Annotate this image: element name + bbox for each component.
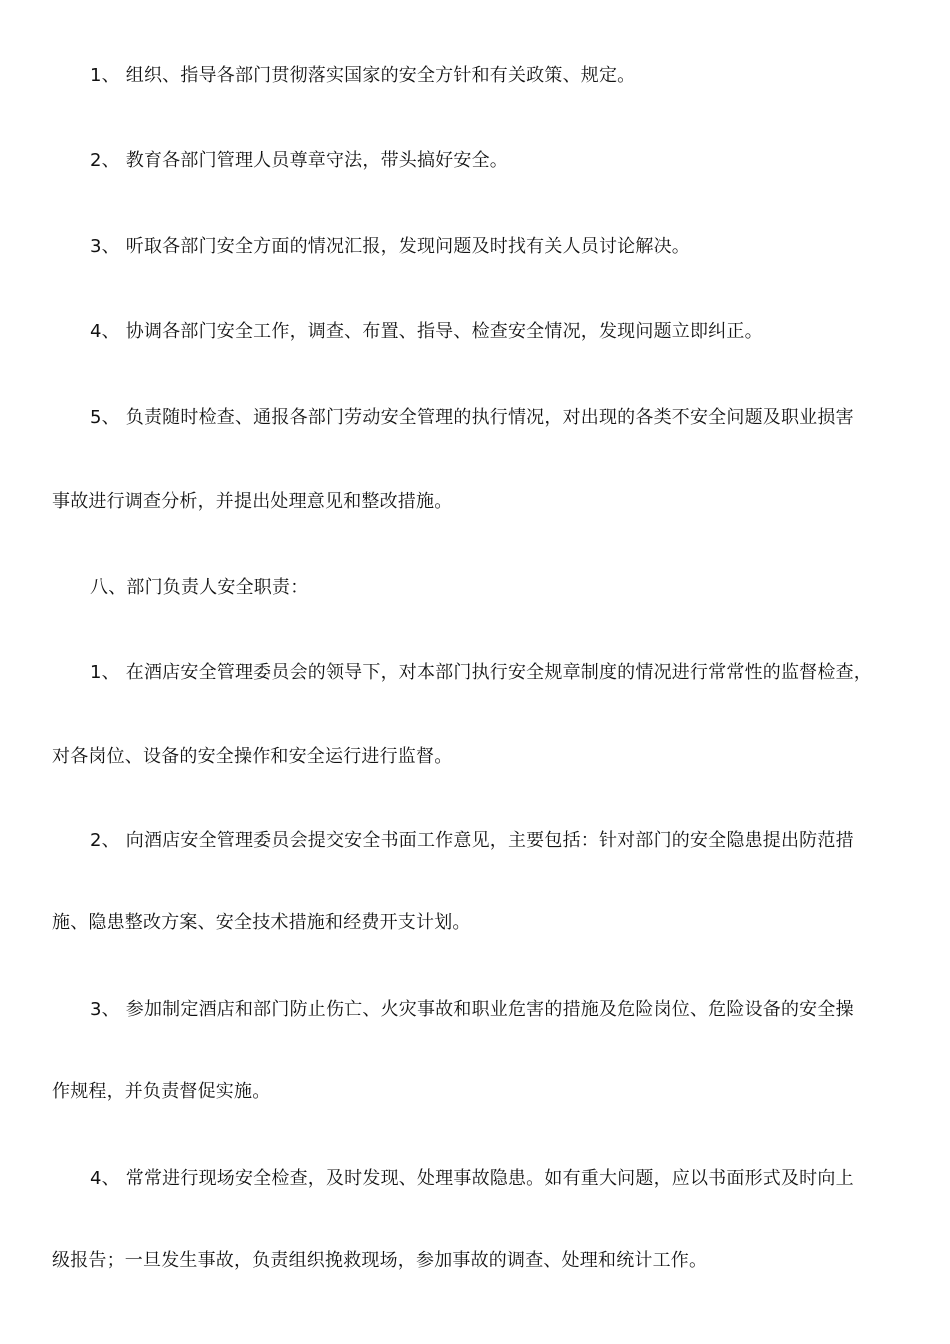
text-line: 级报告；一旦发生事故，负责组织挽救现场，参加事故的调查、处理和统计工作。	[52, 1250, 708, 1271]
text-line: 2、 教育各部门管理人员尊章守法，带头搞好安全。	[90, 150, 508, 171]
text-line: 4、 常常进行现场安全检查，及时发现、处理事故隐患。如有重大问题，应以书面形式及时向上	[90, 1168, 854, 1189]
text-line: 1、 在酒店安全管理委员会的领导下，对本部门执行安全规章制度的情况进行常常性的监督检查，	[90, 662, 872, 683]
text-line: 作规程，并负责督促实施。	[52, 1081, 271, 1102]
section-heading: 八、部门负责人安全职责：	[90, 577, 309, 598]
text-line: 2、 向酒店安全管理委员会提交安全书面工作意见，主要包括：针对部门的安全隐患提出防范措	[90, 830, 854, 851]
text-line: 4、 协调各部门安全工作，调查、布置、指导、检查安全情况，发现问题立即纠正。	[90, 321, 763, 342]
text-line: 3、 参加制定酒店和部门防止伤亡、火灾事故和职业危害的措施及危险岗位、危险设备的安全操	[90, 999, 854, 1020]
text-line: 对各岗位、设备的安全操作和安全运行进行监督。	[52, 746, 453, 767]
text-line: 3、 听取各部门安全方面的情况汇报，发现问题及时找有关人员讨论解决。	[90, 236, 690, 257]
text-line: 施、隐患整改方案、安全技术措施和经费开支计划。	[52, 912, 471, 933]
text-line: 5、 负责随时检查、通报各部门劳动安全管理的执行情况，对出现的各类不安全问题及职业损害	[90, 407, 854, 428]
text-line: 1、 组织、指导各部门贯彻落实国家的安全方针和有关政策、规定。	[90, 65, 636, 86]
text-line: 事故进行调查分析，并提出处理意见和整改措施。	[52, 491, 453, 512]
